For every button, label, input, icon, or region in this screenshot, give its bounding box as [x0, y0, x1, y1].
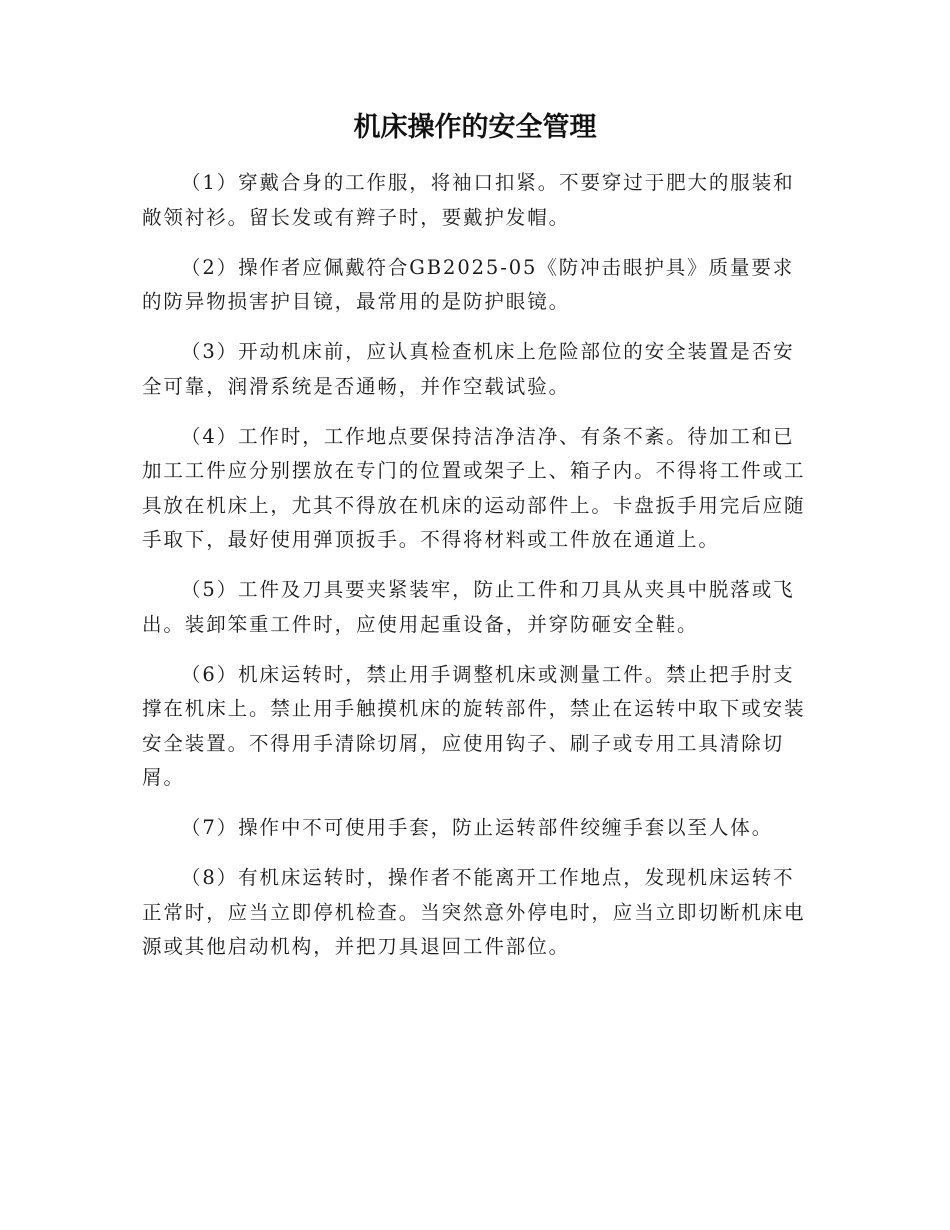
- paragraph-2: （2）操作者应佩戴符合GB2025-05《防冲击眼护具》质量要求的防异物损害护目镜，最常用的是防护眼镜。: [142, 255, 795, 313]
- paragraph-3: （3）开动机床前，应认真检查机床上危险部位的安全装置是否安全可靠，润滑系统是否通畅，并作空载试验。: [142, 340, 795, 398]
- page-title: 机床操作的安全管理: [353, 112, 597, 143]
- paragraph-8: （8）有机床运转时，操作者不能离开工作地点，发现机床运转不正常时，应当立即停机检查。当突然意外停电时，应当立即切断机床电源或其他启动机构，并把刀具退回工件部位。: [142, 866, 806, 958]
- paragraph-5: （5）工件及刀具要夹紧装牢，防止工件和刀具从夹具中脱落或飞出。装卸笨重工件时，应使用起重设备，并穿防砸安全鞋。: [142, 578, 795, 636]
- document-body: [142, 166, 814, 980]
- paragraph-7: （7）操作中不可使用手套，防止运转部件绞缠手套以至人体。: [181, 816, 774, 839]
- paragraph-4: （4）工作时，工作地点要保持洁净洁净、有条不紊。待加工和已加工工件应分别摆放在专门的位置或架子上、箱子内。不得将工件或工具放在机床上，尤其不得放在机床的运动部件上。卡盘扳手用完后应随手取下，最好使用弹顶扳手。不得将材料或工件放在通道上。: [142, 424, 806, 551]
- paragraph-1: （1）穿戴合身的工作服，将袖口扣紧。不要穿过于肥大的服装和敞领衬衫。留长发或有辫子时，要戴护发帽。: [142, 171, 795, 229]
- paragraph-6: （6）机床运转时，禁止用手调整机床或测量工件。禁止把手肘支撑在机床上。禁止用手触摸机床的旋转部件，禁止在运转中取下或安装安全装置。不得用手清除切屑，应使用钩子、刷子或专用工具清除切屑。: [142, 662, 806, 789]
